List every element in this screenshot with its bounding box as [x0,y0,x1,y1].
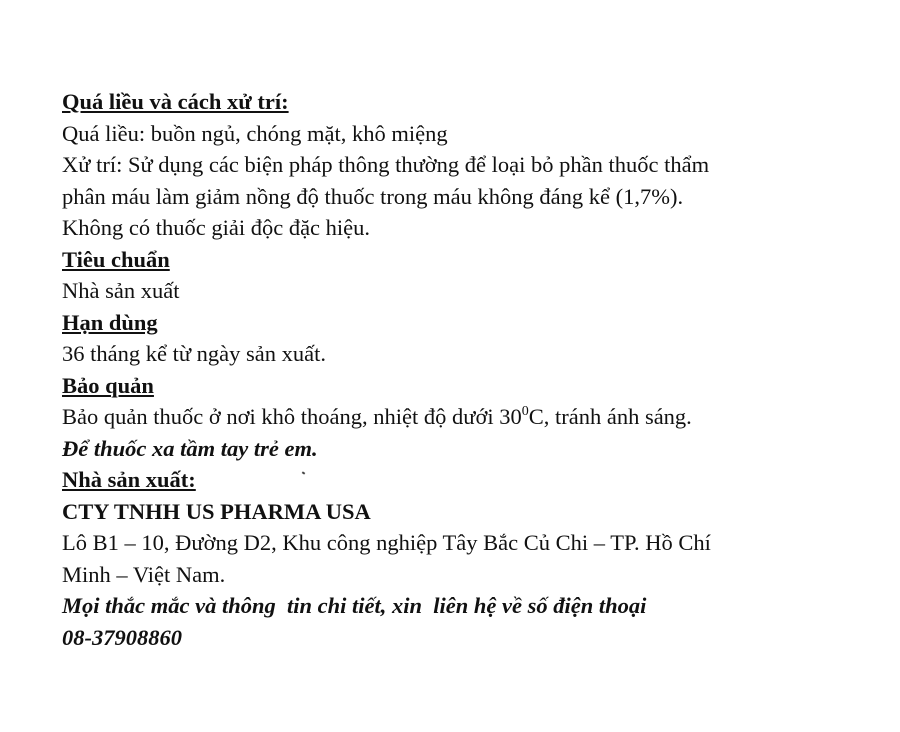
storage-instructions [62,401,882,433]
contact-phone: 08-37908860 [62,624,182,650]
shelf-life-value: 36 tháng kể từ ngày sản xuất. [62,341,327,366]
overdose-symptoms: Quá liều: buồn ngủ, chóng mặt, khô miệng [62,120,448,146]
storage-heading: Bảo quản [62,372,154,398]
standard-heading: Tiêu chuẩn [62,246,170,272]
leaflet-text [62,86,882,653]
storage-degree-superscript: 0 [521,403,529,419]
standard-value: Nhà sản xuất [62,278,180,303]
manufacturer-address-line-1: Lô B1 – 10, Đường D2, Khu công nghiệp Tây Bắc Củ Chi – TP. Hồ Chí [62,530,711,555]
manufacturer-address-line-2: Minh – Việt Nam. [62,561,226,587]
storage-text-after: C, tránh ánh sáng. [528,404,692,429]
overdose-heading: Quá liều và cách xử trí: [62,89,289,114]
overdose-treatment-line-3: Không có thuốc giải độc đặc hiệu. [62,215,371,240]
manufacturer-company: CTY TNHH US PHARMA USA [62,498,371,524]
contact-text: Mọi thắc mắc và thông tin chi tiết, xin liên hệ về số điện thoại [62,593,647,618]
overdose-treatment-line-2: phân máu làm giảm nồng độ thuốc trong máu không đáng kể (1,7%). [62,183,684,209]
overdose-treatment-line-1: Xử trí: Sử dụng các biện pháp thông thường để loại bỏ phần thuốc thẩm [62,152,710,177]
storage-warning: Để thuốc xa tầm tay trẻ em. [62,435,318,461]
manufacturer-heading: Nhà sản xuất: [62,467,196,492]
storage-text-before: Bảo quản thuốc ở nơi khô thoáng, nhiệt độ dưới 30 [62,404,522,429]
shelf-life-heading: Hạn dùng [62,309,158,335]
